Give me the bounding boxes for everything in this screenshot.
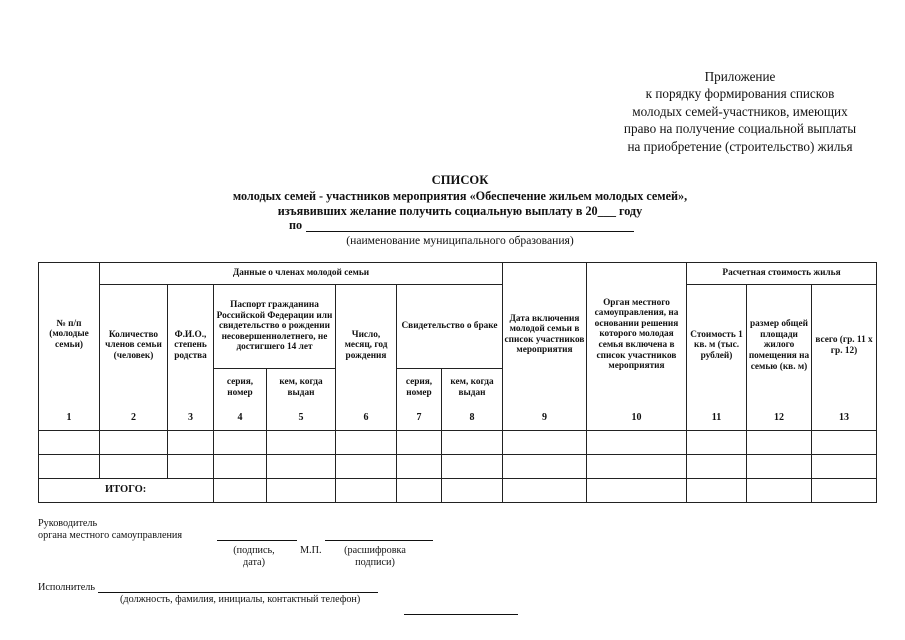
table-cell[interactable] (812, 431, 877, 455)
appendix-line: на приобретение (строительство) жилья (627, 138, 853, 154)
table-cell[interactable] (442, 479, 503, 503)
table-cell[interactable] (687, 455, 747, 479)
table-cell[interactable] (503, 455, 587, 479)
total-row (39, 479, 877, 503)
appendix-line: молодых семей-участников, имеющих (632, 103, 848, 119)
header-passport: Паспорт гражданина Российской Федерации или свидетельство о рождении несовершеннолетнего, не достигшего 14 лет (214, 285, 336, 369)
header-col-13: всего (гр. 11 х гр. 12) (812, 285, 877, 407)
appendix-line: к порядку формирования списков (645, 86, 835, 102)
header-col-10: Орган местного самоуправления, на основании решения которого молодая семья включена в список участников мероприятия (587, 263, 687, 407)
table-cell[interactable] (747, 455, 812, 479)
header-col-8: кем, когда выдан (442, 369, 503, 407)
end-rule (404, 614, 518, 615)
table-cell[interactable] (812, 455, 877, 479)
table-cell[interactable] (503, 431, 587, 455)
appendix-line: Приложение (704, 69, 776, 84)
header-col-2: Количество членов семьи (человек) (100, 285, 168, 407)
header-col-12: размер общей площади жилого помещения на семью (кв. м) (747, 285, 812, 407)
decode-line (325, 540, 433, 541)
table-cell[interactable] (267, 455, 336, 479)
table-cell[interactable] (397, 479, 442, 503)
col-number: 6 (336, 407, 397, 431)
col-number: 5 (267, 407, 336, 431)
header-col-11: Стоимость 1 кв. м (тыс. рублей) (687, 285, 747, 407)
table-cell[interactable] (687, 479, 747, 503)
header-col-3: Ф.И.О., степень родства (168, 285, 214, 407)
col-number: 7 (397, 407, 442, 431)
table-cell[interactable] (214, 479, 267, 503)
signature-line (217, 540, 297, 541)
col-number: 10 (587, 407, 687, 431)
col-number: 1 (39, 407, 100, 431)
signature-caption: (подпись, дата) (233, 545, 275, 568)
table-cell[interactable] (336, 455, 397, 479)
header-group-family: Данные о членах молодой семьи (100, 263, 503, 285)
header-col-7: серия, номер (397, 369, 442, 407)
table-cell[interactable] (267, 479, 336, 503)
table-cell[interactable] (812, 479, 877, 503)
table-cell[interactable] (100, 431, 168, 455)
table-row (39, 431, 877, 455)
table-cell[interactable] (397, 455, 442, 479)
executor-label: Исполнитель (38, 582, 95, 593)
table-cell[interactable] (747, 479, 812, 503)
document-title: СПИСОК (431, 173, 489, 187)
appendix-line: право на получение социальной выплаты (623, 121, 857, 137)
header-col-1: № п/п (молодые семьи) (39, 263, 100, 407)
col-number: 12 (747, 407, 812, 431)
stamp-label: М.П. (300, 545, 322, 556)
col-number: 8 (442, 407, 503, 431)
col-number: 13 (812, 407, 877, 431)
title-line-4-prefix: по (289, 218, 303, 232)
col-number: 11 (687, 407, 747, 431)
table-cell[interactable] (397, 431, 442, 455)
table-cell[interactable] (336, 431, 397, 455)
table-cell[interactable] (214, 431, 267, 455)
col-number: 2 (100, 407, 168, 431)
header-marriage: Свидетельство о браке (397, 285, 503, 369)
table-cell[interactable] (336, 479, 397, 503)
header-group-cost: Расчетная стоимость жилья (687, 263, 877, 285)
table-cell[interactable] (587, 455, 687, 479)
table-cell[interactable] (747, 431, 812, 455)
col-number: 9 (503, 407, 587, 431)
table-cell[interactable] (168, 455, 214, 479)
header-col-9: Дата включения молодой семьи в список участников мероприятия (503, 263, 587, 407)
table-cell[interactable] (587, 431, 687, 455)
header-col-5: кем, когда выдан (267, 369, 336, 407)
table-cell[interactable] (587, 479, 687, 503)
executor-line (98, 592, 378, 593)
title-line-2: молодых семей - участников мероприятия «Обеспечение жильем молодых семей», (232, 189, 688, 203)
table-cell[interactable] (503, 479, 587, 503)
table-cell[interactable] (442, 455, 503, 479)
table-cell[interactable] (168, 431, 214, 455)
head-label-line-1: Руководитель (38, 518, 98, 529)
total-label: ИТОГО: (39, 479, 214, 503)
head-label-line-2: органа местного самоуправления (38, 530, 183, 541)
col-number: 3 (168, 407, 214, 431)
table-cell[interactable] (687, 431, 747, 455)
municipality-caption: (наименование муниципального образования) (346, 234, 574, 247)
table-cell[interactable] (39, 455, 100, 479)
executor-caption: (должность, фамилия, инициалы, контактный телефон) (120, 594, 361, 605)
table-cell[interactable] (100, 455, 168, 479)
family-list-table (38, 262, 877, 503)
table-cell[interactable] (267, 431, 336, 455)
header-col-6: Число, месяц, год рождения (336, 285, 397, 407)
col-number: 4 (214, 407, 267, 431)
appendix-header (600, 68, 880, 155)
decode-caption: (расшифровка подписи) (344, 545, 406, 568)
municipality-fill-line (306, 231, 634, 232)
table-row (39, 455, 877, 479)
table-cell[interactable] (442, 431, 503, 455)
title-line-3: изъявивших желание получить социальную выплату в 20___ году (277, 204, 643, 218)
header-col-4: серия, номер (214, 369, 267, 407)
table-cell[interactable] (39, 431, 100, 455)
table-cell[interactable] (214, 455, 267, 479)
